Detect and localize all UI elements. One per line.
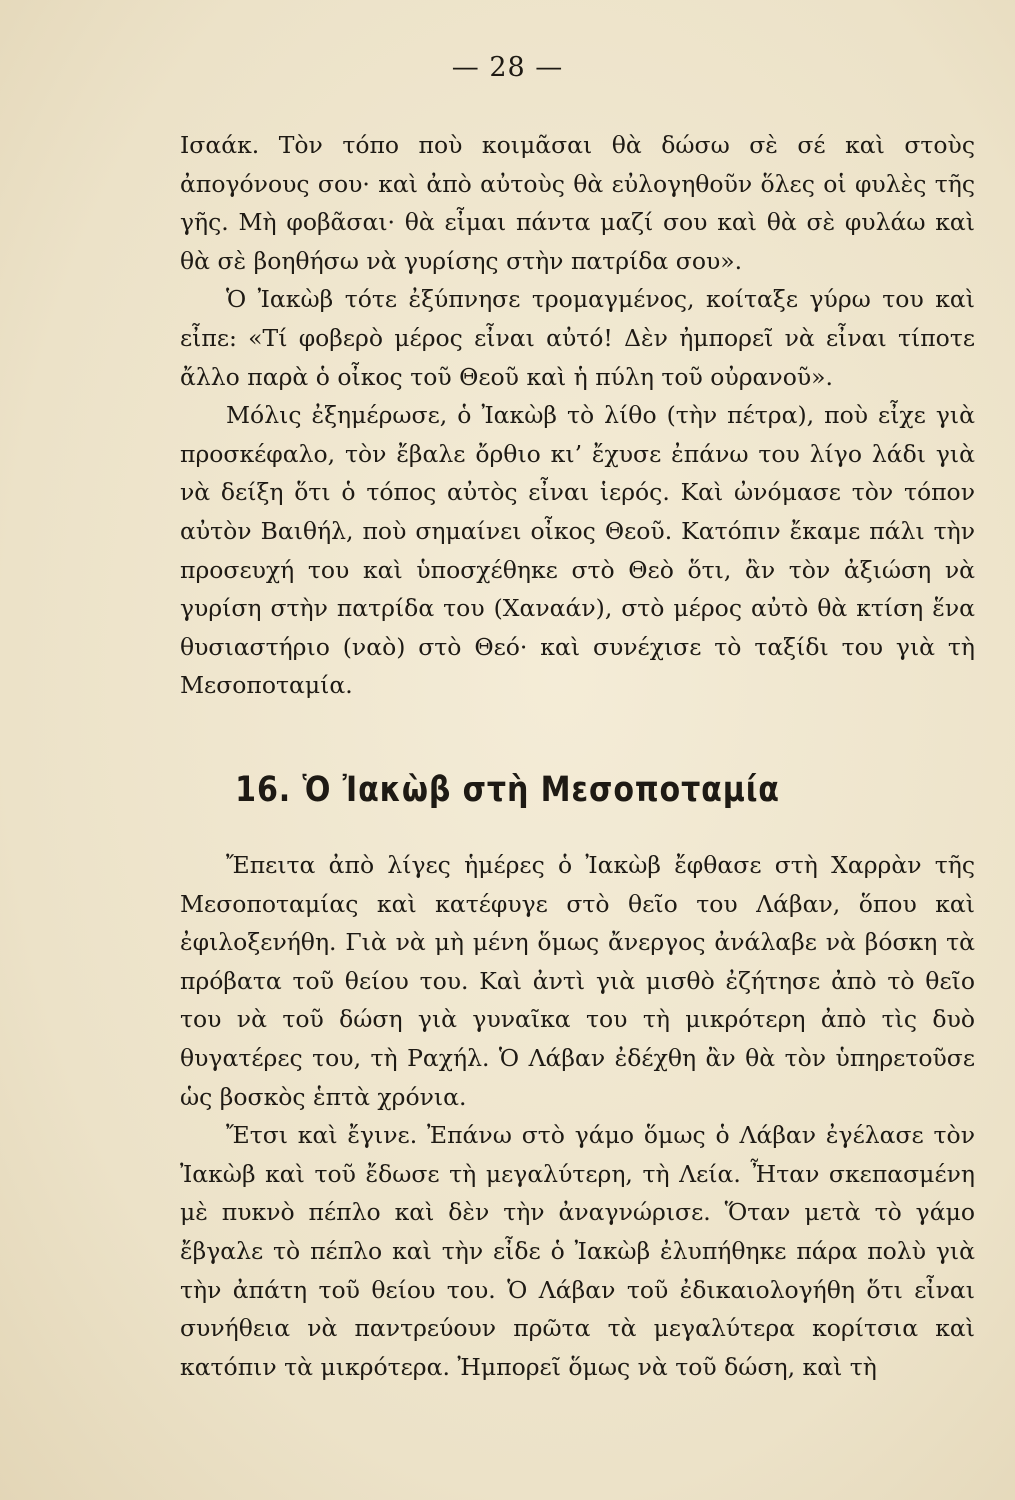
paragraph: Μόλις ἐξημέρωσε, ὁ Ἰακὼβ τὸ λίθο (τὴν πέτρα), ποὺ εἶχε γιὰ προσκέφαλο, τὸν ἔβαλε ὄρθιο κι’ ἔχυσε ἐπάνω του λίγο λάδι γιὰ νὰ δείξη ὅτι ὁ τόπος αὐτὸς εἶναι ἱερός. Καὶ ὠνόμασε τὸν τόπον αὐτὸν Βαιθήλ, ποὺ σημαίνει οἶκος Θεοῦ. Κατόπιν ἔκαμε πάλι τὴν προσευχή του καὶ ὑποσχέθηκε στὸ Θεὸ ὅτι, ἂν τὸν ἀξιώση νὰ γυρίση στὴν πατρίδα του (Χαναάν), στὸ μέρος αὐτὸ θὰ κτίση ἕνα θυσιαστήριο (ναὸ) στὸ Θεό· καὶ συνέχισε τὸ ταξίδι του γιὰ τὴ Μεσοποταμία. xyxy=(180,401,975,700)
text-block-bottom xyxy=(180,846,975,1386)
paragraph: Ἔπειτα ἀπὸ λίγες ἡμέρες ὁ Ἰακὼβ ἔφθασε στὴ Χαρρὰν τῆς Μεσοποταμίας καὶ κατέφυγε στὸ θεῖο του Λάβαν, ὅπου καὶ ἐφιλοξενήθη. Γιὰ νὰ μὴ μένη ὅμως ἄνεργος ἀνάλαβε νὰ βόσκη τὰ πρόβατα τοῦ θείου του. Καὶ ἀντὶ γιὰ μισθὸ ἐζήτησε ἀπὸ τὸ θεῖο του νὰ τοῦ δώση γιὰ γυναῖκα του τὴ μικρότερη ἀπὸ τὶς δυὸ θυγατέρες του, τὴ Ραχήλ. Ὁ Λάβαν ἐδέχθη ἂν θὰ τὸν ὑπηρετοῦσε ὡς βοσκὸς ἑπτὰ χρόνια. xyxy=(180,851,975,1111)
page-number: — 28 — xyxy=(451,52,564,83)
section-heading: 16. Ὁ Ἰακὼβ στὴ Μεσοποταμία xyxy=(235,770,780,810)
paragraph: Ισαάκ. Τὸν τόπο ποὺ κοιμᾶσαι θὰ δώσω σὲ σέ καὶ στοὺς ἀπογόνους σου· καὶ ἀπὸ αὐτοὺς θὰ εὐλογηθοῦν ὅλες οἱ φυλὲς τῆς γῆς. Μὴ φοβᾶσαι· θὰ εἶμαι πάντα μαζί σου καὶ θὰ σὲ φυλάω καὶ θὰ σὲ βοηθήσω νὰ γυρίσης στὴν πατρίδα σου». xyxy=(180,131,975,275)
paragraph: Ἔτσι καὶ ἔγινε. Ἐπάνω στὸ γάμο ὅμως ὁ Λάβαν ἐγέλασε τὸν Ἰακὼβ καὶ τοῦ ἔδωσε τὴ μεγαλύτερη, τὴ Λεία. Ἦταν σκεπασμένη μὲ πυκνὸ πέπλο καὶ δὲν τὴν ἀναγνώρισε. Ὅταν μετὰ τὸ γάμο ἔβγαλε τὸ πέπλο καὶ τὴν εἶδε ὁ Ἰακὼβ ἐλυπήθηκε πάρα πολὺ γιὰ τὴν ἀπάτη τοῦ θείου του. Ὁ Λάβαν τοῦ ἐδικαιολογήθη ὅτι εἶναι συνήθεια νὰ παντρεύουν πρῶτα τὰ μεγαλύτερα κορίτσια καὶ κατόπιν τὰ μικρότερα. Ἠμπορεῖ ὅμως νὰ τοῦ δώση, καὶ τὴ xyxy=(180,1121,975,1381)
paragraph: Ὁ Ἰακὼβ τότε ἐξύπνησε τρομαγμένος, κοίταξε γύρω του καὶ εἶπε: «Τί φοβερὸ μέρος εἶναι αὐτό! Δὲν ἠμπορεῖ νὰ εἶναι τίποτε ἄλλο παρὰ ὁ οἶκος τοῦ Θεοῦ καὶ ἡ πύλη τοῦ οὐρανοῦ». xyxy=(180,285,975,391)
text-block-top xyxy=(180,126,975,705)
